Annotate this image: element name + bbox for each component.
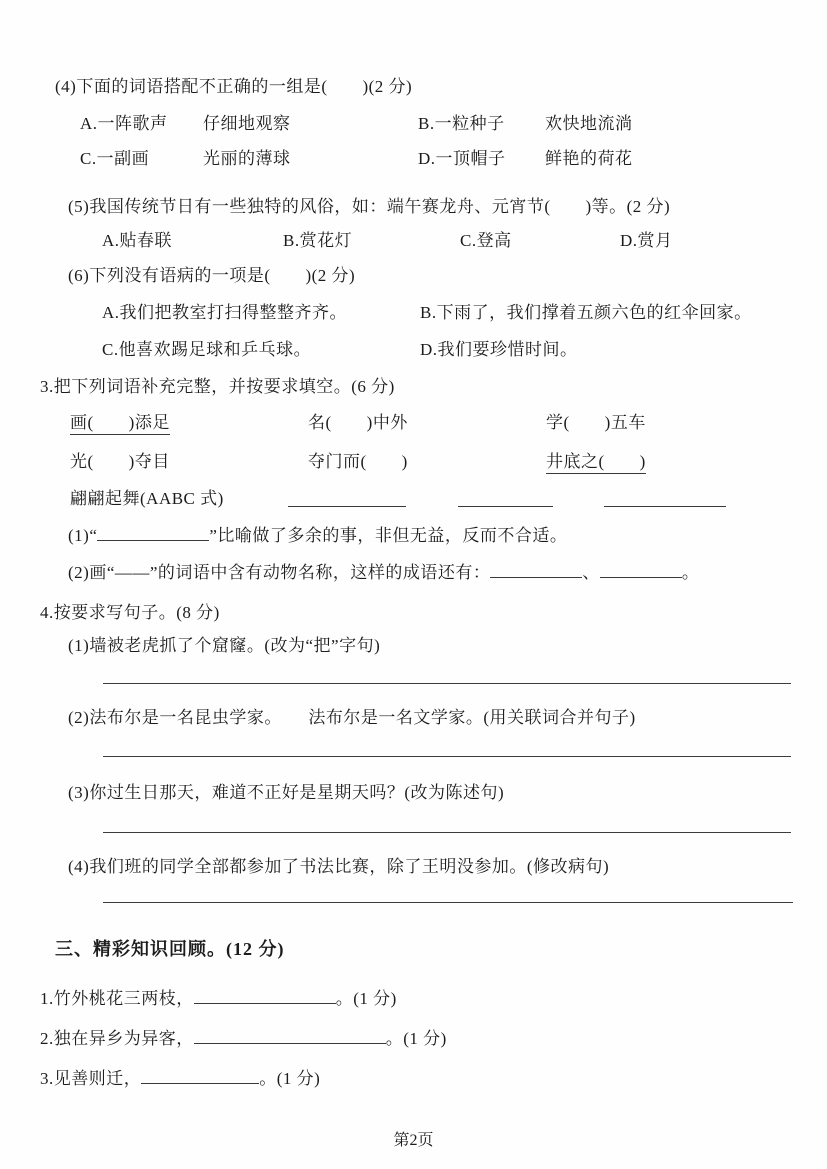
sec3-item-1-suffix: 。(1 分) [335, 989, 397, 1008]
q3-sub2-blank-1 [490, 562, 582, 578]
q2-6-option-d: D.我们要珍惜时间。 [420, 340, 578, 359]
q2-4-option-a: A.一阵歌声 [80, 114, 168, 133]
sec3-item-2-prefix: 2.独在异乡为异客， [40, 1029, 194, 1048]
sec3-item-2-blank [194, 1028, 386, 1044]
q2-4-option-b: B.一粒种子 [418, 114, 505, 133]
q4-sub2-answer-line [103, 756, 791, 757]
question-3-prompt: 3.把下列词语补充完整，并按要求填空。(6 分) [40, 377, 395, 396]
q2-5-option-d: D.赏月 [620, 231, 673, 250]
q4-sub2: (2)法布尔是一名昆虫学家。 法布尔是一名文学家。(用关联词合并句子) [68, 708, 636, 727]
sec3-item-3 [40, 1066, 320, 1092]
page-number: 第2页 [393, 1132, 434, 1149]
q3-sub2-end: 。 [681, 563, 700, 582]
q3-word-6 [546, 449, 646, 475]
q3-sub1-blank [97, 525, 209, 541]
q3-word-3: 学( )五车 [546, 413, 646, 432]
q4-sub4-answer-line [103, 902, 793, 903]
sec3-item-3-blank [141, 1068, 259, 1084]
q2-4-option-a-pair: 仔细地观察 [203, 114, 291, 133]
q2-6-option-a: A.我们把教室打扫得整整齐齐。 [102, 303, 348, 322]
question-2-5-prompt: (5)我国传统节日有一些独特的风俗，如：端午赛龙舟、元宵节( )等。(2 分) [68, 197, 671, 216]
q2-6-option-c: C.他喜欢踢足球和乒乓球。 [102, 340, 312, 359]
q3-word-1-underlined: 画( )添足 [70, 413, 170, 435]
q2-4-option-d: D.一顶帽子 [418, 149, 506, 168]
question-2-6-prompt: (6)下列没有语病的一项是( )(2 分) [68, 266, 356, 285]
q3-word-5: 夺门而( ) [308, 452, 408, 471]
q3-word-1 [70, 410, 170, 436]
q3-sub2-blank-2 [600, 562, 682, 578]
q2-4-option-c: C.一副画 [80, 149, 150, 168]
q2-4-option-d-pair: 鲜艳的荷花 [545, 149, 633, 168]
q4-sub3: (3)你过生日那天，难道不正好是星期天吗？(改为陈述句) [68, 783, 505, 802]
q3-sub1-prefix: (1)“ [68, 526, 98, 545]
sec3-item-3-suffix: 。(1 分) [259, 1069, 321, 1088]
q2-4-option-b-pair: 欢快地流淌 [545, 114, 633, 133]
q3-sub1-suffix: ”比喻做了多余的事，非但无益，反而不合适。 [209, 526, 568, 545]
q3-sub2-prefix: (2)画“——”的词语中含有动物名称，这样的成语还有： [68, 563, 491, 582]
sec3-item-1-prefix: 1.竹外桃花三两枝， [40, 989, 194, 1008]
q3-aabc-blank-2 [458, 489, 553, 507]
sec3-item-2-suffix: 。(1 分) [385, 1029, 447, 1048]
q3-word-2: 名( )中外 [308, 413, 408, 432]
q4-sub1: (1)墙被老虎抓了个窟窿。(改为“把”字句) [68, 636, 381, 655]
q3-aabc-blank-3 [604, 489, 726, 507]
q4-sub1-answer-line [103, 683, 791, 684]
q3-sub1 [68, 523, 567, 549]
q3-aabc-label: 翩翩起舞(AABC 式) [70, 489, 224, 508]
sec3-item-1 [40, 986, 397, 1012]
q3-sub2 [68, 560, 699, 586]
q4-sub3-answer-line [103, 832, 791, 833]
q2-6-option-b: B.下雨了，我们撑着五颜六色的红伞回家。 [420, 303, 752, 322]
question-4-prompt: 4.按要求写句子。(8 分) [40, 603, 220, 622]
q3-aabc-blank-1 [288, 489, 406, 507]
q2-5-option-b: B.赏花灯 [283, 231, 353, 250]
question-2-4-prompt: (4)下面的词语搭配不正确的一组是( )(2 分) [55, 77, 413, 96]
sec3-item-3-prefix: 3.见善则迁， [40, 1069, 142, 1088]
q4-sub4: (4)我们班的同学全部都参加了书法比赛，除了王明没参加。(修改病句) [68, 857, 610, 876]
q3-word-4: 光( )夺目 [70, 452, 170, 471]
section-3-title: 三、精彩知识回顾。(12 分) [55, 939, 285, 959]
q3-word-6-underlined: 井底之( ) [546, 452, 646, 474]
sec3-item-2 [40, 1026, 447, 1052]
q2-4-option-c-pair: 光丽的薄球 [203, 149, 291, 168]
q3-sub2-separator: 、 [582, 563, 600, 582]
q2-5-option-c: C.登高 [460, 231, 512, 250]
q2-5-option-a: A.贴春联 [102, 231, 173, 250]
sec3-item-1-blank [194, 988, 336, 1004]
